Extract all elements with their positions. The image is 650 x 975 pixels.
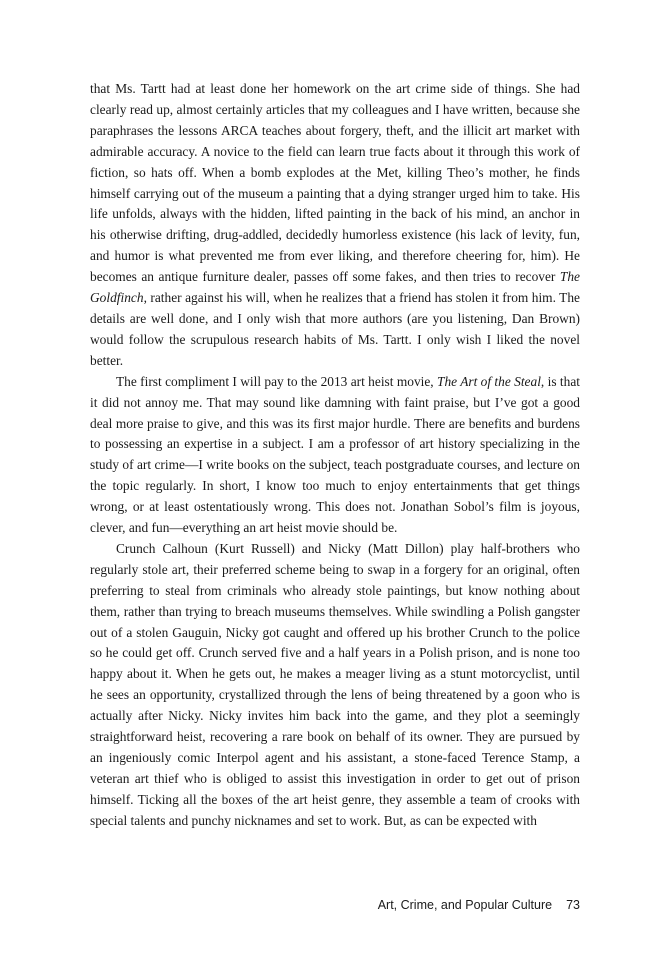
paragraph-goldfinch [90,79,580,372]
page-number: 73 [566,898,580,912]
text-run: that Ms. Tartt had at least done her homework on the art crime side of things. She had clearly read up, almost certainly articles that my colleagues and I have written, because she paraphrases the lessons ARCA teaches about forgery, theft, and the illicit art market with admirable accuracy. A novice to the field can learn true facts about it through this work of fiction, so hats off. When a bomb explodes at the Met, killing Theo’s mother, he finds himself carrying out of the museum a painting that a dying stranger urged him to take. His life unfolds, always with the hidden, lifted painting in the back of his mind, an anchor in his otherwise drifting, drug-addled, decidedly humorless existence (his lack of levity, fun, and humor is what prevented me from ever liking, and therefore cheering for, him). He becomes an antique furniture dealer, passes off some fakes, and then tries to recover [90,81,580,285]
page-footer [378,898,580,912]
page-body [90,79,580,832]
text-run: , is that it did not annoy me. That may sound like damning with faint praise, but I’ve got a good deal more praise to give, and this was its first major hurdle. There are benefits and burdens to possessing an expertise in a subject. I am a professor of art history specializing in the study of art crime—I write books on the subject, teach postgraduate courses, and lecture on the topic regularly. In short, I know too much to enjoy entertainments that get things wrong, or at least ostentatiously wrong. This does not. Jonathan Sobol’s film is joyous, clever, and fun—everything an art heist movie should be. [90,373,580,536]
book-title-italic: The Goldfinch [90,269,580,306]
running-head: Art, Crime, and Popular Culture [377,898,553,912]
paragraph-plot-summary [90,539,580,832]
paragraph-art-of-the-steal [90,372,580,539]
text-run: , rather against his will, when he realizes that a friend has stolen it from him. The details are well done, and I only wish that more authors (are you listening, Dan Brown) would follow the scrupulous research habits of Ms. Tartt. I only wish I liked the novel better. [90,290,580,368]
text-run: Crunch Calhoun (Kurt Russell) and Nicky (Matt Dillon) play half-brothers who regularly stole art, their preferred scheme being to swap in a forgery for an original, often preferring to steal from criminals who already stole paintings, but know nothing about them, rather than trying to breach museums themselves. While swindling a Polish gangster out of a stolen Gauguin, Nicky got caught and offered up his brother Crunch to the police so he could get off. Crunch served five and a half years in a Polish prison, and is none too happy about it. When he gets out, he makes a meager living as a stunt motorcyclist, until he sees an opportunity, crystallized through the lens of being threatened by a goon who is actually after Nicky. Nicky invites him back into the game, and they plot a seemingly straightforward heist, recovering a rare book on behalf of its owner. They are pursued by an ingeniously comic Interpol agent and his assistant, a stone-faced Terence Stamp, a veteran art thief who is obliged to assist this investigation in order to get out of prison himself. Ticking all the boxes of the art heist genre, they assemble a team of crooks with special talents and punchy nicknames and set to work. But, as can be expected with [90,540,580,828]
text-run: The first compliment I will pay to the 2013 art heist movie, [116,373,437,389]
film-title-italic: The Art of the Steal [437,373,541,389]
